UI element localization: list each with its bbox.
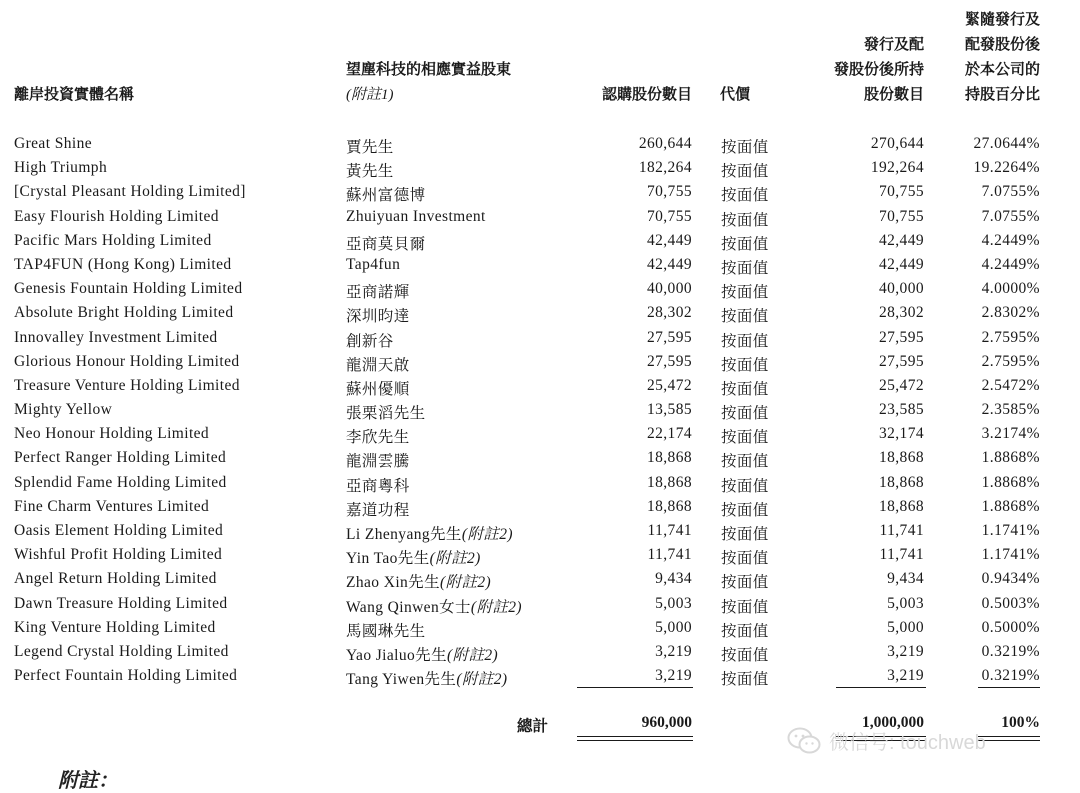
- shareholding-percentage: 7.0755%: [981, 183, 1040, 201]
- shares-after-issue: 42,449: [878, 255, 924, 273]
- consideration: 按面值: [721, 332, 769, 350]
- shareholding-percentage: 2.7595%: [981, 328, 1040, 346]
- shareholding-percentage: 2.7595%: [981, 352, 1040, 370]
- shareholding-percentage: 0.5000%: [981, 618, 1040, 636]
- beneficial-owner: 馬國琳先生: [346, 622, 426, 640]
- entity-name: Easy Flourish Holding Limited: [14, 207, 219, 225]
- consideration: 按面值: [721, 671, 769, 689]
- subscribed-shares: 13,585: [646, 401, 692, 419]
- consideration: 按面值: [721, 646, 769, 664]
- shares-after-issue: 32,174: [878, 425, 924, 443]
- entity-name: Splendid Fame Holding Limited: [14, 473, 227, 491]
- rule-after: [836, 687, 926, 688]
- subscribed-shares: 182,264: [638, 159, 692, 177]
- beneficial-owner: 黃先生: [346, 163, 394, 181]
- entity-name: Perfect Fountain Holding Limited: [14, 667, 238, 685]
- shares-after-issue: 25,472: [878, 376, 924, 394]
- consideration: 按面值: [721, 380, 769, 398]
- entity-name: Dawn Treasure Holding Limited: [14, 594, 228, 612]
- total-after: 1,000,000: [862, 714, 924, 731]
- shares-after-issue: 3,219: [887, 642, 924, 660]
- table-row: [0, 448, 1080, 472]
- subscribed-shares: 70,755: [646, 183, 692, 201]
- table-row: [0, 569, 1080, 593]
- shareholding-percentage: 0.5003%: [981, 594, 1040, 612]
- table-row: [0, 328, 1080, 352]
- beneficial-owner: 龍淵天啟: [346, 356, 410, 374]
- beneficial-owner: Yin Tao先生(附註2): [346, 550, 481, 568]
- entity-name: High Triumph: [14, 159, 108, 177]
- consideration: 按面值: [721, 622, 769, 640]
- shareholding-percentage: 19.2264%: [973, 159, 1040, 177]
- subscribed-shares: 11,741: [647, 522, 692, 539]
- table-row: [0, 521, 1080, 545]
- total-percentage: 100%: [1001, 714, 1040, 731]
- shares-after-issue: 5,003: [887, 594, 924, 612]
- beneficial-owner: 賈先生: [346, 139, 394, 156]
- shareholding-percentage: 4.0000%: [981, 280, 1040, 298]
- entity-name: TAP4FUN (Hong Kong) Limited: [14, 255, 232, 273]
- entity-name: Glorious Honour Holding Limited: [14, 352, 240, 370]
- subscribed-shares: 42,449: [646, 231, 692, 249]
- consideration: 按面值: [721, 550, 769, 568]
- subscribed-shares: 22,174: [646, 425, 692, 443]
- total-label: 總計: [517, 718, 549, 735]
- owner-note: (附註2): [429, 550, 481, 568]
- shareholding-percentage: 4.2449%: [981, 231, 1040, 249]
- consideration: 按面值: [721, 526, 769, 543]
- total-subscribed: 960,000: [641, 714, 692, 731]
- beneficial-owner: 嘉道功程: [346, 501, 410, 519]
- beneficial-owner: 李欣先生: [346, 429, 410, 447]
- subscribed-shares: 3,219: [655, 642, 692, 660]
- consideration: 按面值: [721, 284, 769, 302]
- table-row: [0, 255, 1080, 279]
- shares-after-issue: 18,868: [878, 497, 924, 515]
- beneficial-owner: Yao Jialuo先生(附註2): [346, 646, 499, 664]
- shareholding-percentage: 2.5472%: [981, 376, 1040, 394]
- subscribed-shares: 40,000: [646, 280, 692, 298]
- consideration: 按面值: [721, 235, 769, 253]
- beneficial-owner: Wang Qinwen女士(附註2): [346, 598, 522, 616]
- consideration: 按面值: [721, 429, 769, 447]
- double-rule-subscribed: [577, 736, 693, 741]
- entity-name: Fine Charm Ventures Limited: [14, 497, 210, 515]
- consideration: 按面值: [721, 477, 769, 495]
- subscribed-shares: 18,868: [646, 497, 692, 515]
- entity-name: Mighty Yellow: [14, 401, 113, 419]
- shares-after-issue: 18,868: [878, 473, 924, 491]
- consideration: 按面值: [721, 187, 769, 205]
- header-entity: 離岸投資實體名稱: [14, 87, 135, 103]
- subscribed-shares: 25,472: [646, 376, 692, 394]
- entity-name: [Crystal Pleasant Holding Limited]: [14, 183, 246, 201]
- beneficial-owner: 創新谷: [346, 332, 394, 350]
- table-row: [0, 376, 1080, 400]
- beneficial-owner: Tap4fun: [346, 255, 401, 273]
- consideration: 按面值: [721, 139, 769, 156]
- subscribed-shares: 27,595: [646, 352, 692, 370]
- consideration: 按面值: [721, 211, 769, 229]
- entity-name: Wishful Profit Holding Limited: [14, 546, 223, 564]
- shareholding-percentage: 1.1741%: [981, 522, 1040, 539]
- shareholding-percentage: 0.3219%: [981, 667, 1040, 685]
- table-row: [0, 207, 1080, 231]
- subscribed-shares: 260,644: [638, 135, 692, 152]
- consideration: 按面值: [721, 356, 769, 374]
- subscribed-shares: 42,449: [646, 255, 692, 273]
- consideration: 按面值: [721, 598, 769, 616]
- table-body: [0, 134, 1080, 690]
- consideration: 按面值: [721, 501, 769, 519]
- subscribed-shares: 9,434: [655, 570, 692, 588]
- header-subscribed: 認購股份數目: [601, 87, 692, 103]
- table-row: [0, 497, 1080, 521]
- shareholding-percentage: 1.1741%: [981, 546, 1040, 564]
- table-row: [0, 473, 1080, 497]
- owner-note: (附註2): [456, 671, 508, 689]
- table-row: [0, 158, 1080, 182]
- owner-note: (附註2): [461, 526, 513, 543]
- shareholding-percentage: 27.0644%: [973, 135, 1040, 152]
- shareholding-percentage: 2.8302%: [981, 304, 1040, 322]
- shareholding-percentage: 1.8868%: [981, 449, 1040, 467]
- table-row: [0, 182, 1080, 206]
- header-after-issue: 發行及配 發股份後所持 股份數目: [833, 37, 924, 103]
- shares-after-issue: 40,000: [878, 280, 924, 298]
- subscribed-shares: 11,741: [647, 546, 692, 564]
- shares-after-issue: 27,595: [878, 352, 924, 370]
- owner-note: (附註2): [446, 646, 499, 664]
- beneficial-owner: 亞商諾輝: [346, 284, 410, 302]
- table-row: [0, 134, 1080, 158]
- consideration: 按面值: [721, 259, 769, 277]
- consideration: 按面值: [721, 308, 769, 326]
- beneficial-owner: 深圳昀達: [346, 308, 410, 326]
- subscribed-shares: 70,755: [646, 207, 692, 225]
- beneficial-owner: Tang Yiwen先生(附註2): [346, 671, 508, 689]
- shares-after-issue: 42,449: [878, 231, 924, 249]
- shareholding-percentage: 7.0755%: [981, 207, 1040, 225]
- beneficial-owner: Zhao Xin先生(附註2): [346, 574, 492, 592]
- entity-name: Great Shine: [14, 135, 93, 152]
- beneficial-owner: 蘇州富德博: [346, 187, 426, 205]
- entity-name: Angel Return Holding Limited: [14, 570, 217, 588]
- entity-name: Treasure Venture Holding Limited: [14, 376, 240, 394]
- entity-name: Innovalley Investment Limited: [14, 328, 218, 346]
- watermark: [787, 726, 986, 755]
- table-row: [0, 642, 1080, 666]
- entity-name: Absolute Bright Holding Limited: [14, 304, 234, 322]
- watermark-text: 微信号: touchweb: [829, 732, 986, 754]
- owner-note: (附註2): [439, 574, 492, 592]
- shares-after-issue: 11,741: [879, 546, 924, 564]
- shareholding-percentage: 4.2449%: [981, 255, 1040, 273]
- shares-after-issue: 11,741: [879, 522, 924, 539]
- table-row: [0, 545, 1080, 569]
- table-row: [0, 279, 1080, 303]
- table-row: [0, 424, 1080, 448]
- shares-after-issue: 270,644: [870, 135, 924, 152]
- beneficial-owner: 龍淵雲騰: [346, 453, 410, 471]
- beneficial-owner: 亞商莫貝爾: [346, 235, 426, 253]
- shares-after-issue: 5,000: [887, 618, 924, 636]
- table-row: [0, 231, 1080, 255]
- shareholding-percentage: 2.3585%: [981, 401, 1040, 419]
- table-row: [0, 618, 1080, 642]
- beneficial-owner: 亞商粵科: [346, 477, 410, 495]
- table-row: [0, 594, 1080, 618]
- consideration: 按面值: [721, 574, 769, 592]
- consideration: 按面值: [721, 405, 769, 423]
- shareholding-percentage: 1.8868%: [981, 497, 1040, 515]
- consideration: 按面值: [721, 453, 769, 471]
- entity-name: Neo Honour Holding Limited: [14, 425, 210, 443]
- entity-name: Oasis Element Holding Limited: [14, 522, 224, 539]
- subscribed-shares: 5,003: [655, 594, 692, 612]
- subscribed-shares: 3,219: [655, 667, 692, 685]
- table-row: [0, 303, 1080, 327]
- table-row: [0, 400, 1080, 424]
- shares-after-issue: 3,219: [887, 667, 924, 685]
- subscribed-shares: 28,302: [646, 304, 692, 322]
- entity-name: Perfect Ranger Holding Limited: [14, 449, 227, 467]
- entity-name: Legend Crystal Holding Limited: [14, 642, 229, 660]
- shares-after-issue: 9,434: [887, 570, 924, 588]
- entity-name: King Venture Holding Limited: [14, 618, 216, 636]
- owner-note: (附註2): [470, 598, 522, 616]
- entity-name: Genesis Fountain Holding Limited: [14, 280, 243, 298]
- subscribed-shares: 18,868: [646, 473, 692, 491]
- shareholding-percentage: 3.2174%: [981, 425, 1040, 443]
- beneficial-owner: 蘇州優順: [346, 380, 410, 398]
- wechat-icon: [787, 727, 821, 755]
- shares-after-issue: 70,755: [878, 183, 924, 201]
- header-owner: 望塵科技的相應實益股東 (附註1): [346, 62, 512, 103]
- beneficial-owner: Li Zhenyang先生(附註2): [346, 526, 513, 543]
- subscribed-shares: 5,000: [655, 618, 692, 636]
- header-percentage: 緊隨發行及 配發股份後 於本公司的 持股百分比: [964, 12, 1040, 103]
- shares-after-issue: 70,755: [878, 207, 924, 225]
- entity-name: Pacific Mars Holding Limited: [14, 231, 212, 249]
- subscribed-shares: 18,868: [646, 449, 692, 467]
- shares-after-issue: 18,868: [878, 449, 924, 467]
- beneficial-owner: 張栗滔先生: [346, 405, 426, 423]
- rule-subscribed: [577, 687, 693, 688]
- shares-after-issue: 28,302: [878, 304, 924, 322]
- beneficial-owner: Zhuiyuan Investment: [346, 207, 486, 225]
- shareholding-percentage: 1.8868%: [981, 473, 1040, 491]
- header-consideration: 代價: [720, 87, 751, 103]
- shares-after-issue: 27,595: [878, 328, 924, 346]
- rule-pct: [978, 687, 1040, 688]
- shareholding-percentage: 0.3219%: [981, 642, 1040, 660]
- table-row: [0, 352, 1080, 376]
- shareholding-percentage: 0.9434%: [981, 570, 1040, 588]
- shares-after-issue: 192,264: [870, 159, 924, 177]
- shares-after-issue: 23,585: [878, 401, 924, 419]
- notes-label: 附註：: [58, 770, 118, 792]
- consideration: 按面值: [721, 163, 769, 181]
- subscribed-shares: 27,595: [646, 328, 692, 346]
- double-rule-pct: [978, 736, 1040, 741]
